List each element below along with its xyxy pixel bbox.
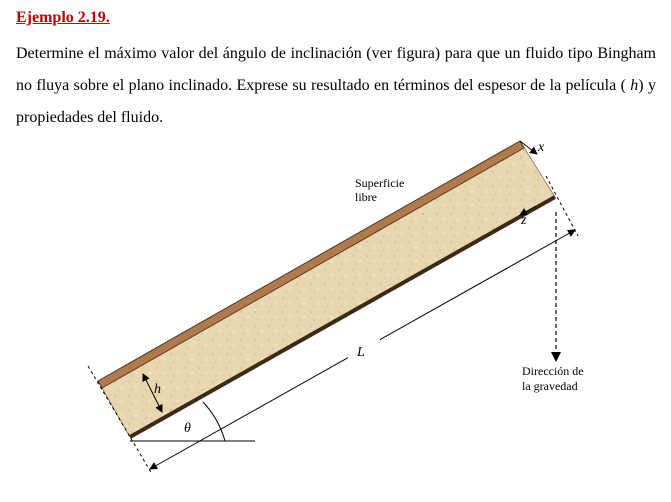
label-free-surface-1: Superficie [355,176,405,190]
inclined-plane-surface [130,197,555,437]
free-surface-layer [98,141,524,388]
symbol-h: h [154,382,161,397]
angle-theta-arc [203,402,225,441]
right-boundary-dashed [546,176,578,236]
statement-text-part2: ) y propiedades del fluido. [16,77,657,126]
symbol-theta: θ [184,421,191,436]
symbol-L: L [357,345,365,360]
label-gravity-1: Dirección de [522,364,584,378]
example-heading: Ejemplo 2.19. [16,9,110,26]
symbol-x: x [538,140,545,155]
statement-text-part1: Determine el máximo valor del ángulo de inclinación (ver figura) para que un fluido tipo Bingham no fluya sobre el plano inclinado. Exprese su resultado en términos del espesor de la película ( [16,45,656,94]
label-gravity-2: la gravedad [522,379,578,393]
gravity-arrow-head [551,352,561,362]
symbol-z: z [521,213,527,228]
fluid-film [98,141,555,437]
label-free-surface-2: libre [355,190,377,204]
statement-h-symbol: h [630,77,639,94]
